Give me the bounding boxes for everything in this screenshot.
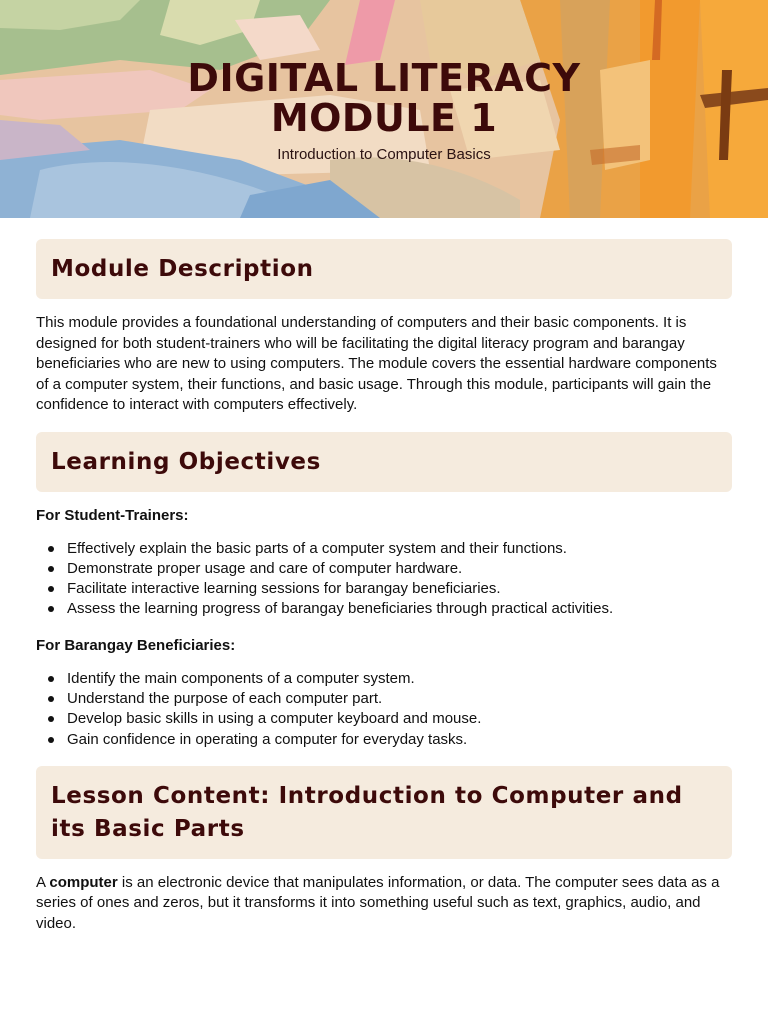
module-title bbox=[0, 58, 768, 138]
list-item bbox=[36, 539, 732, 559]
list-item-text: Develop basic skills in using a computer keyboard and mouse. bbox=[67, 710, 482, 728]
bullet-icon bbox=[48, 586, 54, 592]
list-item bbox=[36, 669, 732, 689]
section-header bbox=[36, 432, 732, 492]
lesson-content-section bbox=[36, 766, 732, 935]
lesson-content-heading: Lesson Content: Introduction to Computer and its Basic Parts bbox=[51, 782, 683, 842]
module-subtitle: Introduction to Computer Basics bbox=[277, 146, 491, 163]
list-item bbox=[36, 579, 732, 599]
list-item-text: Gain confidence in operating a computer for everyday tasks. bbox=[67, 730, 468, 748]
list-item-text: Demonstrate proper usage and care of computer hardware. bbox=[67, 559, 463, 577]
list-item-text: Identify the main components of a computer system. bbox=[67, 669, 415, 687]
bullet-icon bbox=[48, 716, 54, 722]
bullet-icon bbox=[48, 737, 54, 743]
module-description-section bbox=[36, 239, 732, 416]
barangay-beneficiaries-objectives-list bbox=[36, 669, 732, 750]
module-title-line1: DIGITAL LITERACY bbox=[187, 56, 581, 100]
list-item bbox=[36, 599, 732, 619]
header-banner bbox=[0, 0, 768, 218]
module-content bbox=[36, 239, 732, 950]
module-description-text: This module provides a foundational understanding of computers and their basic components. It is designed for both student-trainers who will be facilitating the digital literacy program and barangay beneficiaries who are new to using computers. The module covers the essential hardware components of a computer system, their functions, and basic usage. Through this module, participants will gain the confidence to interact with computers effectively. bbox=[36, 314, 717, 413]
list-item-text: Facilitate interactive learning sessions for barangay beneficiaries. bbox=[67, 580, 501, 598]
student-trainers-objectives-list bbox=[36, 539, 732, 620]
intro-prefix: A bbox=[36, 873, 50, 891]
module-description-heading: Module Description bbox=[51, 256, 314, 282]
bullet-icon bbox=[48, 676, 54, 682]
barangay-beneficiaries-label: For Barangay Beneficiaries: bbox=[36, 636, 236, 654]
list-item bbox=[36, 689, 732, 709]
learning-objectives-heading: Learning Objectives bbox=[51, 448, 321, 475]
computer-keyword: computer bbox=[49, 873, 118, 891]
list-item bbox=[36, 559, 732, 579]
learning-objectives-section bbox=[36, 432, 732, 750]
section-header bbox=[36, 239, 732, 299]
bullet-icon bbox=[48, 546, 54, 552]
list-item-text: Assess the learning progress of barangay beneficiaries through practical activities. bbox=[67, 600, 614, 618]
section-header bbox=[36, 766, 732, 859]
list-item bbox=[36, 709, 732, 729]
list-item-text: Understand the purpose of each computer part. bbox=[67, 689, 383, 707]
list-item bbox=[36, 730, 732, 750]
bullet-icon bbox=[48, 606, 54, 612]
student-trainers-label: For Student-Trainers: bbox=[36, 506, 189, 524]
bullet-icon bbox=[48, 696, 54, 702]
bullet-icon bbox=[48, 566, 54, 572]
lesson-content-text bbox=[36, 873, 732, 935]
list-item-text: Effectively explain the basic parts of a computer system and their functions. bbox=[67, 539, 567, 557]
intro-rest: is an electronic device that manipulates information, or data. The computer sees data as a series of ones and zeros, but it transforms it into something useful such as text, graphics, audio, and video. bbox=[36, 873, 720, 932]
module-title-line2: MODULE 1 bbox=[270, 96, 498, 140]
